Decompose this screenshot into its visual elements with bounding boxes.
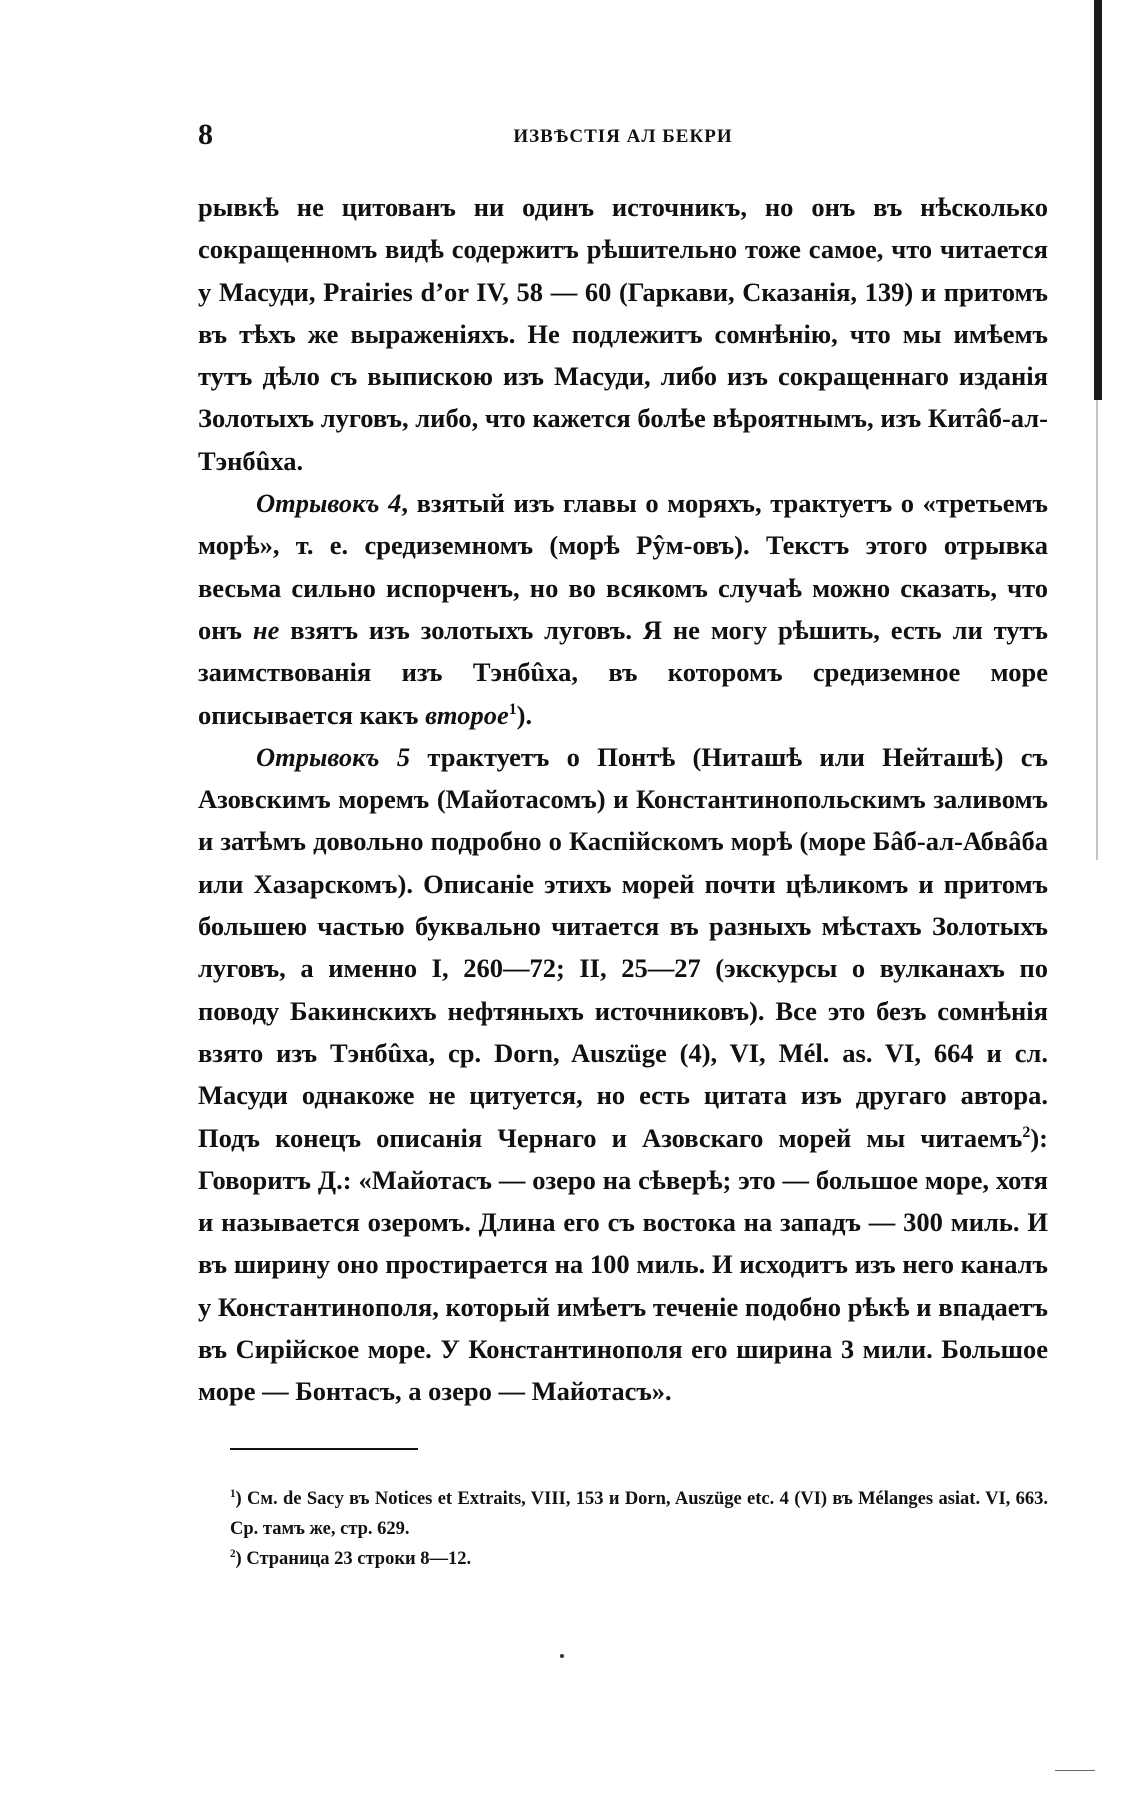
footnotes <box>230 1484 1048 1574</box>
paragraph-3-italic-lead: Отрывокъ 5 <box>256 741 411 772</box>
footnote-1 <box>230 1484 1048 1544</box>
paragraph-2-text-b: взятъ изъ золотыхъ луговъ. Я не могу рѣшить, есть ли тутъ заимствованія изъ Тэнбûха, въ которомъ средиземное море описывается какъ <box>198 614 1048 730</box>
paragraph-1-text: рывкѣ не цитованъ ни одинъ источникъ, но онъ въ нѣсколько сокращенномъ видѣ содержитъ рѣшительно тоже самое, что читается у Масуди, Prairies d’or IV, 58 — 60 (Гаркави, Сказанія, 139) и притомъ въ тѣхъ же выраженіяхъ. Не подлежитъ сомнѣнію, что мы имѣемъ тутъ дѣло съ выпискою изъ Масуди, либо изъ сокращеннаго изданія Золотыхъ луговъ, либо, что кажется болѣе вѣроятнымъ, изъ Китâб-ал-Тэнбûха. <box>198 192 1048 476</box>
footnote-divider <box>230 1448 418 1450</box>
page-number: 8 <box>198 118 213 151</box>
footnote-1-marker: 1 <box>230 1487 236 1500</box>
paragraph-2-italic-vtoroe: второе <box>425 699 509 730</box>
main-text <box>198 186 1048 1413</box>
footnote-2-marker: 2 <box>230 1547 236 1560</box>
footnote-ref-1[interactable]: 1 <box>508 700 517 718</box>
footnote-ref-2[interactable]: 2 <box>1022 1123 1031 1141</box>
paragraph-3 <box>198 736 1048 1413</box>
page-header <box>198 118 1048 158</box>
paragraph-2-text-c: ). <box>516 699 533 730</box>
scan-page-edge-shadow <box>1096 400 1098 860</box>
footnote-2 <box>230 1544 1048 1574</box>
paragraph-2 <box>198 482 1048 736</box>
paragraph-2-italic-lead: Отрывокъ 4 <box>256 488 402 519</box>
paragraph-3-text-b: ): Говоритъ Д.: «Майотасъ — озеро на сѣверѣ; это — большое море, хотя и называется озеромъ. Длина его съ востока на западъ — 300 миль. И въ ширину оно простирается на 100 миль. И исходитъ изъ него каналъ у Константинополя, который имѣетъ теченіе подобно рѣкѣ и впадаетъ въ Сирійское море. У Константинополя его ширина 3 мили. Большое море — Бонтасъ, а озеро — Майотасъ». <box>198 1122 1048 1407</box>
paragraph-3-text-a: трактуетъ о Понтѣ (Ниташѣ или Нейташѣ) съ Азовскимъ моремъ (Майотасомъ) и Константинопольскимъ заливомъ и затѣмъ довольно подробно о Каспійскомъ морѣ (море Бâб-ал-Абвâба или Хазарскомъ). Описаніе этихъ морей почти цѣликомъ и притомъ большею частью буквально читается въ разныхъ мѣстахъ Золотыхъ луговъ, а именно I, 260—72; II, 25—27 (экскурсы о вулканахъ по поводу Бакинскихъ нефтяныхъ источниковъ). Все это безъ сомнѣнія взято изъ Тэнбûха, ср. Dorn, Auszüge (4), VI, Mél. as. VI, 664 и сл. Масуди однакоже не цитуется, но есть цитата изъ другаго автора. Подъ конецъ описанія Чернаго и Азовскаго морей мы читаемъ <box>198 741 1049 1153</box>
scan-page-edge <box>1094 0 1102 400</box>
footnote-1-text: ) См. de Sacy въ Notices et Extraits, VIII, 153 и Dorn, Auszüge etc. 4 (VI) въ Mélanges asiat. VI, 663. Ср. тамъ же, стр. 629. <box>230 1489 1048 1539</box>
paragraph-2-text-a: , взятый изъ главы о моряхъ, трактуетъ о «третьемъ морѣ», т. е. средиземномъ (морѣ Рŷм-овъ). Текстъ этого отрывка весьма сильно испорченъ, но во всякомъ случаѣ можно сказать, что онъ <box>198 488 1048 645</box>
running-title: ИЗВѢСТІЯ АЛ БЕКРИ <box>513 126 733 147</box>
scan-corner-mark <box>1055 1770 1095 1771</box>
paragraph-2-italic-ne: не <box>252 614 280 645</box>
scan-speck <box>560 1654 564 1658</box>
footnote-2-text: ) Страница 23 строки 8—12. <box>235 1549 472 1569</box>
paragraph-1 <box>198 186 1048 482</box>
